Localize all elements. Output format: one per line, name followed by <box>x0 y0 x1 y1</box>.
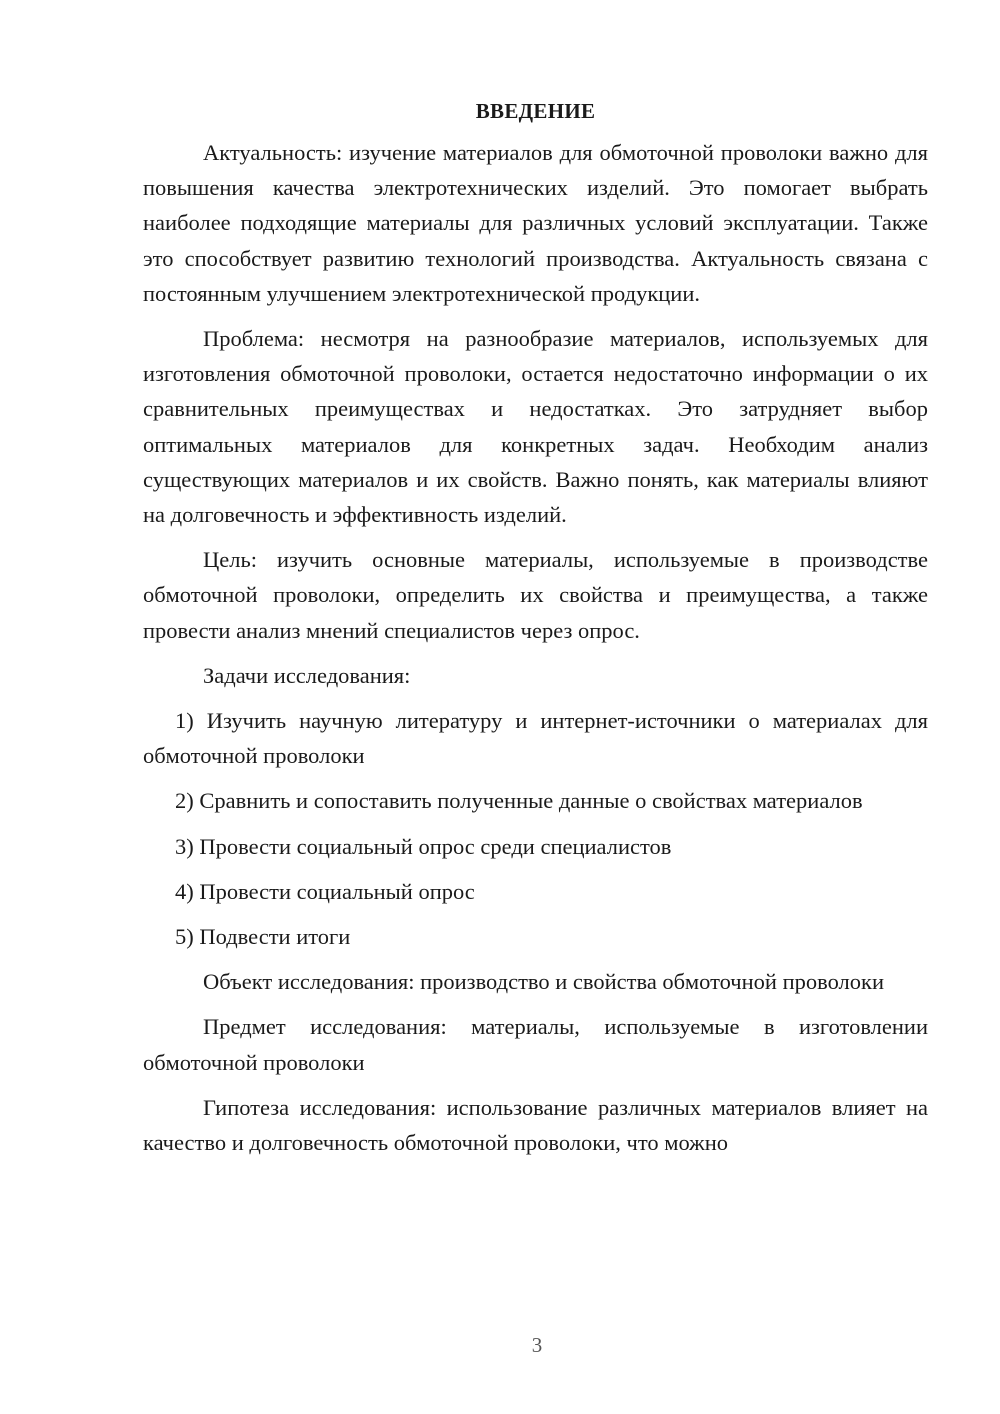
paragraph-subject: Предмет исследования: материалы, используемые в изготовлении обмоточной проволоки <box>143 1014 928 1075</box>
task-item-4: 4) Провести социальный опрос <box>175 878 475 904</box>
paragraph-relevance: Актуальность: изучение материалов для обмоточной проволоки важно для повышения качества электротехнических изделий. Это помогает выбрать наиболее подходящие материалы для различных условий эксплуатации. Также это способствует развитию технологий производства. Актуальность связана с постоянным улучшением электротехнической продукции. <box>143 140 928 306</box>
paragraph-hypothesis: Гипотеза исследования: использование различных материалов влияет на качество и долговечность обмоточной проволоки, что можно <box>143 1094 928 1156</box>
page-content <box>143 94 928 1170</box>
section-title: ВВЕДЕНИЕ <box>475 99 596 123</box>
task-item-3: 3) Провести социальный опрос среди специалистов <box>175 833 672 859</box>
tasks-heading: Задачи исследования: <box>203 662 411 688</box>
paragraph-problem: Проблема: несмотря на разнообразие материалов, используемых для изготовления обмоточной проволоки, остается недостаточно информации о их сравнительных преимуществах и недостатках. Это затрудняет выбор оптимальных материалов для конкретных задач. Необходим анализ существующих материалов и их свойств. Важно понять, как материалы влияют на долговечность и эффективность изделий. <box>143 326 928 528</box>
task-item-1: 1) Изучить научную литературу и интернет-источники о материалах для обмоточной проволоки <box>143 708 928 769</box>
task-item-2: 2) Сравнить и сопоставить полученные данные о свойствах материалов <box>175 788 863 814</box>
paragraph-object: Объект исследования: производство и свойства обмоточной проволоки <box>203 969 884 995</box>
task-item-5: 5) Подвести итоги <box>175 924 351 950</box>
page-number: 3 <box>531 1333 543 1357</box>
paragraph-goal: Цель: изучить основные материалы, используемые в производстве обмоточной проволоки, определить их свойства и преимущества, а также провести анализ мнений специалистов через опрос. <box>143 547 928 643</box>
